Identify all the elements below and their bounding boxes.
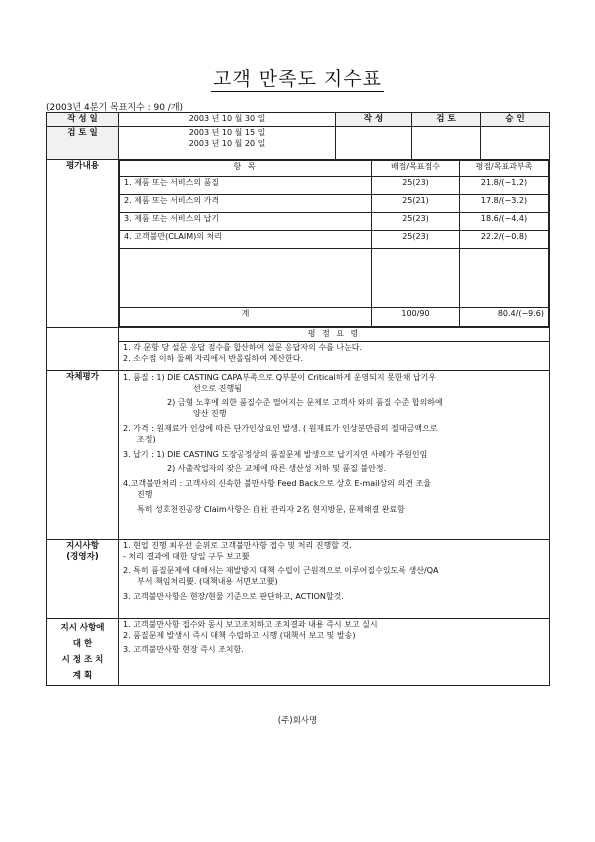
self-eval-row	[47, 370, 550, 539]
directive-label-line: 지시사항	[66, 540, 99, 551]
item-score: 25(23)	[372, 213, 460, 231]
author-date-label: 작 성 일	[47, 113, 119, 127]
self-eval-line: 2) 사출작업자의 잦은 교체에 따른 생산성 저하 및 품질 불안정.	[167, 464, 387, 474]
scoring-rules	[119, 342, 550, 371]
author-row	[47, 113, 550, 127]
col-item-header: 항 목	[120, 161, 372, 177]
review-date-2: 2003 년 10 월 20 일	[188, 139, 266, 149]
sign-box-author	[336, 127, 412, 160]
self-eval-line: 양산 진행	[193, 409, 227, 419]
company-name: (주)회사명	[277, 716, 318, 726]
blank-row	[120, 249, 549, 308]
action-line: 1. 고객불만사항 접수와 동시 보고조치하고 조치결과 내용 즉시 보고 실시	[123, 619, 378, 629]
self-eval-line: 1. 품질 : 1) DIE CASTING CAPA부족으로 Q부분이 Critical하게 운영되지 못한채 납기우	[123, 372, 437, 382]
sign-box-approve	[481, 127, 550, 160]
approval-col-approve: 승 인	[481, 113, 550, 127]
scoring-title-row	[47, 328, 550, 342]
period-note: (2003년 4분기 목표지수 : 90 /개)	[46, 103, 184, 113]
action-label-line: 계 획	[72, 671, 93, 682]
self-eval-line: 2) 금형 노후에 의한 품질수준 떨어지는 문제로 고객사 와의 품질 수준 합의하에	[167, 398, 443, 408]
action-label-line: 시 정 조 치	[61, 655, 104, 666]
total-label: 계	[120, 308, 372, 327]
item-result: 18.6/(−4.4)	[460, 213, 549, 231]
directive-line: - 처리 결과에 대한 당일 구두 보고要	[123, 551, 250, 561]
scoring-title: 평 점 요 령	[119, 328, 550, 342]
review-row	[47, 127, 550, 160]
evaluation-row	[47, 160, 550, 328]
author-date-value: 2003 년 10 월 30 일	[119, 113, 336, 127]
satisfaction-table	[46, 112, 550, 686]
item-score: 25(21)	[372, 195, 460, 213]
directive-line: 부서 책임처리要. (대책내용 서면보고要)	[137, 577, 278, 587]
review-date-1: 2003 년 10 월 15 일	[188, 128, 266, 138]
scoring-rule: 1. 각 문항 당 설문 응답 점수를 합산하여 설문 응답자의 수를 나눈다.	[123, 343, 363, 353]
evaluation-header	[120, 161, 549, 177]
scoring-rules-row	[47, 342, 550, 371]
action-row	[47, 618, 550, 686]
approval-col-author: 작 성	[336, 113, 412, 127]
table-row	[120, 195, 549, 213]
self-eval-line: 3. 납기 : 1) DIE CASTING 도장공정상의 품질문제 발생으로 납기지연 사례가 주원인임	[123, 449, 428, 459]
directive-content	[119, 539, 550, 618]
item-score: 25(23)	[372, 177, 460, 195]
self-eval-line: 선으로 진행됨	[193, 383, 242, 393]
item-result: 17.8/(−3.2)	[460, 195, 549, 213]
self-eval-content	[119, 370, 550, 539]
review-date-label: 검 토 일	[47, 127, 119, 160]
action-line: 2. 품질문제 발생시 즉시 대책 수립하고 시행 (대책서 보고 및 발송)	[123, 630, 356, 640]
col-score-header: 배점/목표점수	[372, 161, 460, 177]
approval-col-review: 검 토	[412, 113, 481, 127]
total-row	[120, 308, 549, 327]
action-label	[47, 618, 119, 686]
self-eval-line: 진행	[137, 489, 153, 499]
col-result-header: 평점/목표과부족	[460, 161, 549, 177]
self-eval-line: 특히 성호천진공장 Claim사항은 自社 관리자 2名 현지방문, 문제해결 완료함	[137, 504, 405, 514]
action-label-line: 지시 사항에	[60, 622, 105, 633]
item-result: 21.8/(−1.2)	[460, 177, 549, 195]
item-name: 4. 고객불만(CLAIM)의 처리	[120, 231, 372, 249]
table-row	[120, 177, 549, 195]
item-result: 22.2/(−0.8)	[460, 231, 549, 249]
sign-box-review	[412, 127, 481, 160]
evaluation-items	[119, 160, 549, 327]
action-label-line: 대 한	[72, 638, 93, 649]
scoring-rule: 2. 소수점 이하 둘째 자리에서 반올림하여 계산한다.	[123, 354, 303, 364]
evaluation-label: 평가내용	[47, 160, 119, 328]
table-row	[120, 213, 549, 231]
total-result: 80.4/(−9.6)	[460, 308, 549, 327]
directive-label-line: (경영자)	[66, 552, 99, 563]
table-row	[120, 231, 549, 249]
item-name: 1. 제품 또는 서비스의 품질	[120, 177, 372, 195]
document-title: 고객 만족도 지수표	[213, 68, 382, 90]
review-dates	[119, 127, 336, 160]
item-score: 25(23)	[372, 231, 460, 249]
self-eval-line: 2. 가격 : 원재료가 인상에 따른 단가인상요인 발생. ( 원재료가 인상분만큼의 절대금액으로	[123, 423, 438, 433]
directive-line: 3. 고객불만사항은 현장/현물 기준으로 판단하고, ACTION할것.	[123, 591, 344, 601]
directive-label	[47, 539, 119, 618]
item-name: 2. 제품 또는 서비스의 가격	[120, 195, 372, 213]
self-eval-line: 조정)	[137, 434, 156, 444]
item-name: 3. 제품 또는 서비스의 납기	[120, 213, 372, 231]
directive-line: 2. 특히 품질문제에 대해서는 재발방지 대책 수립이 근원적으로 이루어질수있도록 생산/QA	[123, 566, 439, 576]
directive-line: 1. 현업 진행 최우선 순위로 고객불만사항 접수 및 처리 진행할 것.	[123, 540, 352, 550]
self-eval-label: 자체평가	[47, 370, 119, 539]
total-score: 100/90	[372, 308, 460, 327]
action-line: 3. 고객불만사항 현장 즉시 조치함.	[123, 645, 244, 655]
directive-row	[47, 539, 550, 618]
action-content	[119, 618, 550, 686]
self-eval-line: 4.고객불만처리 : 고객사의 신속한 불만사항 Feed Back으로 상호 E-mail상의 의견 조율	[123, 479, 432, 489]
